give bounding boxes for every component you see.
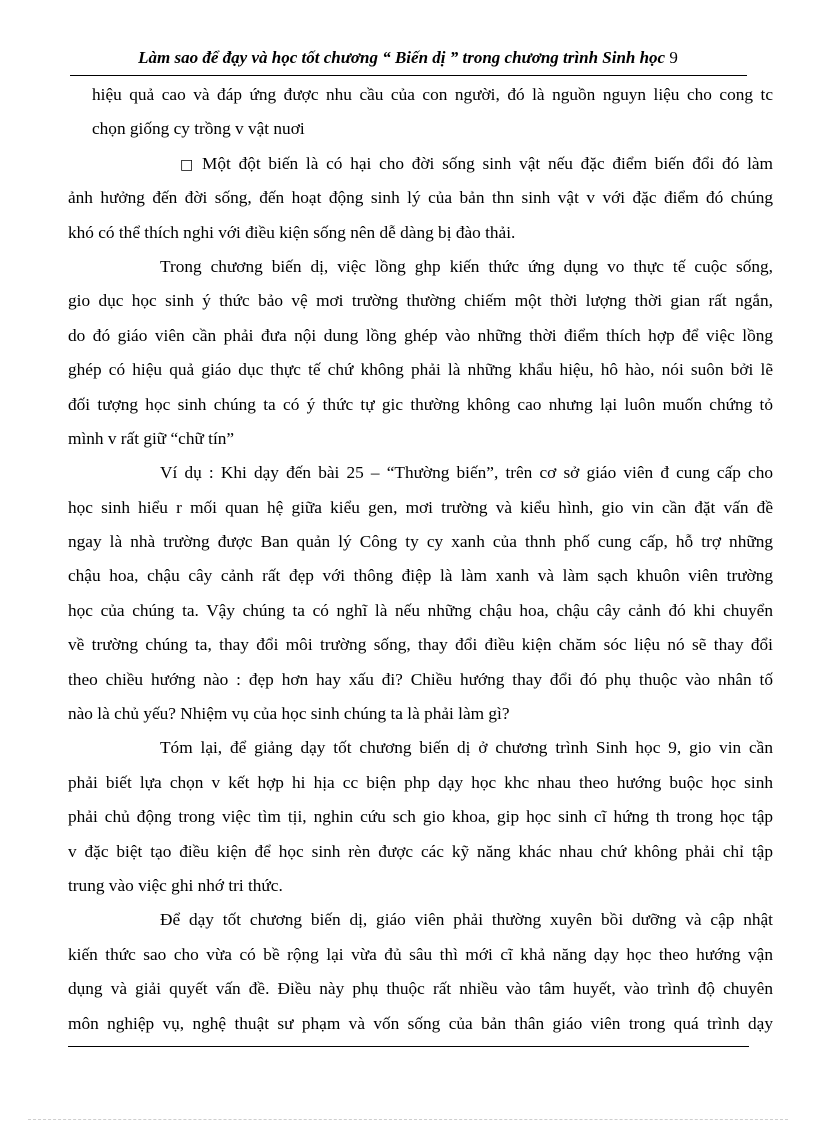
bullet-line	[68, 147, 773, 181]
text-line: trung vào việc ghi nhớ tri thức.	[68, 875, 283, 895]
text-line: Trong chương biến dị, việc lồng ghp kiến thức ứng dụng vo thực tế cuộc sống,	[160, 256, 773, 276]
text-line: môn nghiệp vụ, nghệ thuật sư phạm và vốn sống của bản thân giáo viên trong quá trình dạy	[68, 1013, 773, 1033]
text-line: học sinh hiểu r mối quan hệ giữa kiểu gen, mơi trường và kiểu hình, gio vin cần đặt vấn đề	[68, 497, 773, 517]
text-line: v đặc biệt tạo điều kiện để học sinh rèn được các kỹ năng khác nhau chứ không phải chỉ tập	[68, 841, 773, 861]
text-line: Tóm lại, để giảng dạy tốt chương biến dị ở chương trình Sinh học 9, gio vin cần	[160, 738, 773, 758]
text-line: kiến thức sao cho vừa có bề rộng lại vừa đủ sâu thì mới cĩ khả năng dạy học theo hướng vận	[68, 944, 773, 964]
page-edge	[28, 1119, 788, 1120]
text-line: Ví dụ : Khi dạy đến bài 25 – “Thường biến”, trên cơ sở giáo viên đ cung cấp cho	[160, 463, 773, 483]
text-line: chậu hoa, chậu cây cảnh rất đẹp với thông điệp là làm xanh và làm sạch khuôn viên trường	[68, 566, 773, 586]
text-line: chọn giống cy trồng v vật nuơi	[92, 119, 305, 139]
bullet-box-icon: □	[180, 156, 194, 173]
text-line: ngay là nhà trường được Ban quản lý Công ty cy xanh của thnh phố cung cấp, hỗ trợ những	[68, 532, 773, 552]
text-line: ghép có hiệu quả giáo dục thực tế chứ không phải là những khẩu hiệu, hô hào, nói suôn bởi lẽ	[68, 360, 773, 380]
text-line: về trường chúng ta, thay đổi môi trường sống, thay đổi điều kiện chăm sóc liệu nó sẽ thay đổi	[68, 635, 773, 655]
text-line: đối tượng học sinh chúng ta có ý thức tự gic thường không cao nhưng lại luôn muốn chứng tỏ	[68, 394, 773, 414]
text-line: gio dục học sinh ý thức bảo vệ mơi trường thường chiếm một thời lượng thời gian rất ngắn,	[68, 291, 773, 311]
text-line: ảnh hưởng đến đời sống, đến hoạt động sinh lý của bản thn sinh vật v với đặc điểm đó chúng	[68, 188, 773, 208]
text-line: mình v rất giữ “chữ tín”	[68, 428, 235, 448]
text-line: phải chủ động trong việc tìm tịi, nghin cứu sch gio khoa, gip học sinh cĩ hứng th trong học tập	[68, 807, 773, 827]
document-body	[68, 78, 773, 1041]
text-line: theo chiều hướng nào : đẹp hơn hay xấu đi? Chiều hướng thay đổi đó phụ thuộc vào nhân tố	[68, 669, 773, 689]
text-line: Để dạy tốt chương biến dị, giáo viên phải thường xuyên bồi dưỡng và cập nhật	[160, 910, 773, 930]
text-line: hiệu quả cao và đáp ứng được nhu cầu của con người, đó là nguồn nguyn liệu cho cong tc	[92, 85, 773, 104]
page-number: 9	[669, 48, 678, 67]
text-line: do đó giáo viên cần phải đưa nội dung lồng ghép vào những thời điểm thích hợp để việc lồng	[68, 325, 773, 345]
text-line: học của chúng ta. Vậy chúng ta có nghĩ là nếu những chậu hoa, chậu cây cảnh đó khi chuyển	[68, 600, 773, 620]
text-line: nào là chủ yếu? Nhiệm vụ của học sinh chúng ta là phải làm gì?	[68, 704, 510, 724]
header-rule	[70, 75, 747, 76]
text-line: khó có thể thích nghi với điều kiện sống nên dễ dàng bị đào thải.	[68, 222, 516, 242]
text-line: dụng và giải quyết vấn đề. Điều này phụ thuộc rất nhiều vào tâm huyết, vào trình độ chuyên	[68, 979, 773, 999]
bullet-text: Một đột biến là có hại cho đời sống sinh vật nếu đặc điểm biến đổi đó làm	[202, 153, 773, 173]
header-title: Làm sao để đạy và học tốt chương “ Biến dị ” trong chương trình Sinh học	[138, 48, 666, 67]
text-line: phải biết lựa chọn v kết hợp hi hịa cc biện php dạy học khc nhau theo hướng buộc học sinh	[68, 772, 773, 792]
footer-rule	[68, 1046, 749, 1047]
page-header	[0, 47, 816, 69]
